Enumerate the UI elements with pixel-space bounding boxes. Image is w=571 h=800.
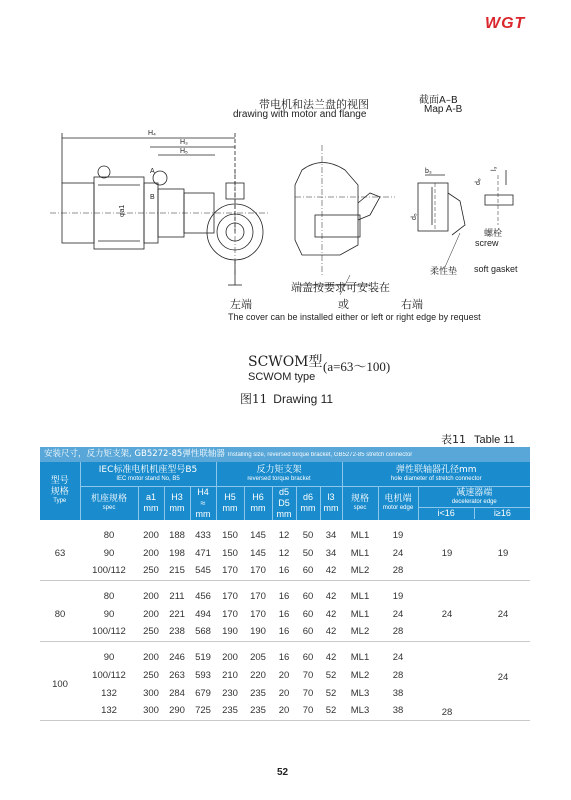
table-banner-cn: 安装尺寸，反力矩支架, GB5272-85弹性联轴器: [44, 449, 225, 459]
header-d5-unit: mm: [276, 508, 292, 519]
cell-h5: 235: [216, 703, 244, 721]
header-h5-unit: mm: [222, 503, 238, 513]
cell-h4: 494: [195, 609, 211, 620]
cell-motor-edge: 19: [392, 591, 404, 603]
cell-d6: 70: [302, 688, 314, 699]
dim-label-h3: H₃: [180, 139, 188, 146]
table-label-cn: 表11: [441, 433, 466, 446]
cell-conn-spec: ML2: [342, 624, 378, 642]
header-h4-unit: mm: [195, 508, 211, 519]
cell-a1: 250: [138, 563, 164, 581]
cell-ge16: 24: [476, 581, 530, 642]
cell-l3: 42: [320, 563, 342, 581]
header-h5: [216, 486, 244, 520]
cell-h5: 170: [216, 563, 244, 581]
cell-a1: 200: [143, 591, 159, 603]
cell-conn-spec: ML3: [350, 688, 370, 699]
header-group-bracket-en: reversed torque bracket: [247, 475, 311, 482]
cell-spec: 90: [103, 609, 115, 620]
cell-motor-edge: 19: [392, 530, 404, 541]
header-decelerator-edge: [418, 486, 530, 520]
cell-h4: 679: [195, 688, 211, 699]
cell-a1: 200: [143, 548, 159, 559]
header-h4: [190, 486, 216, 520]
section-caption-cn: 截面A–B: [419, 95, 458, 106]
cell-h5: 170: [222, 591, 238, 603]
cell-spec: 100/112: [92, 670, 126, 681]
header-motor-edge-en: motor edge: [382, 505, 414, 511]
header-dec-edge-en: decelerator edge: [451, 498, 497, 505]
header-type-en: Type: [53, 498, 67, 505]
header-type: [40, 462, 80, 520]
cell-d6: 50: [302, 548, 314, 559]
cell-d6: 70: [302, 670, 314, 681]
header-d6-unit: mm: [300, 503, 316, 513]
cell-motor-edge: 38: [392, 688, 404, 699]
cell-d6: 70: [296, 703, 320, 721]
cell-conn-spec: ML1: [350, 652, 370, 664]
table-label-en: Table 11: [474, 434, 515, 446]
header-group-bracket-cn: 反力矩支架: [256, 464, 302, 475]
brand-logo: [485, 13, 541, 31]
motor-eyebolt: [98, 166, 110, 178]
dim-label-a: A: [150, 168, 155, 175]
dim-label-h4: H₄: [148, 130, 156, 137]
cell-motor-edge: 24: [392, 609, 404, 620]
cell-d5: 20: [278, 670, 290, 681]
cell-motor-edge: 24: [392, 652, 404, 664]
header-d5: [272, 486, 296, 520]
cell-spec: 80: [103, 591, 115, 603]
header-group-connector: [342, 462, 530, 486]
dim-label-b: B: [150, 194, 155, 201]
cell-h4: 433: [195, 530, 211, 541]
header-motor-edge-cn: 电机端: [384, 494, 412, 504]
cell-l3: 42: [325, 609, 337, 620]
cell-h3: 238: [164, 624, 190, 642]
cell-a1: 300: [138, 703, 164, 721]
header-h4-label: H4: [197, 486, 209, 497]
header-h6-unit: mm: [250, 503, 266, 513]
header-group-connector-en: hole diameter of stretch connector: [390, 475, 482, 482]
dim-label-phi-a1: φa1: [119, 204, 126, 217]
cell-d6: 60: [302, 609, 314, 620]
cell-l3: 52: [320, 703, 342, 721]
header-type-cn: 型号规格: [50, 476, 69, 498]
section-caption-en: Map A-B: [424, 104, 463, 115]
cell-d5: 16: [278, 591, 290, 603]
header-a1-unit: mm: [143, 503, 159, 513]
cell-a1: 300: [143, 688, 159, 699]
cell-type: 80: [40, 581, 80, 642]
header-l3-unit: mm: [323, 503, 339, 513]
cell-a1: 250: [143, 670, 159, 681]
header-spec-cn: 机座规格: [90, 494, 127, 504]
header-dec-edge-cn: 减速器端: [456, 487, 493, 498]
header-motor-edge: [378, 486, 418, 520]
cover-note-cn: 端盖按要求可安装在: [291, 281, 390, 294]
cell-spec: 80: [103, 530, 115, 541]
header-conn-spec: [342, 486, 378, 520]
header-group-motor-cn: IEC标准电机机座型号B5: [98, 464, 198, 475]
header-group-bracket: [216, 462, 342, 486]
cell-h4: 545: [190, 563, 216, 581]
cell-motor-edge: 28: [378, 624, 418, 642]
cell-motor-edge: 38: [378, 703, 418, 721]
dim-label-l3: l₃: [491, 166, 498, 171]
cover-right-label: 右端: [401, 298, 423, 311]
cell-h3: 211: [169, 591, 185, 603]
cell-l3: 42: [325, 652, 337, 664]
side-view-housing: [295, 163, 358, 256]
cell-conn-spec: ML1: [350, 591, 370, 603]
header-conn-spec-cn: 规格: [350, 494, 369, 504]
header-group-connector-cn: 弹性联轴器孔径mm: [395, 464, 477, 475]
header-ratio-row: [419, 507, 531, 519]
cell-h3: 263: [169, 670, 185, 681]
cell-d5: 20: [278, 688, 290, 699]
cell-h3: 221: [169, 609, 185, 620]
header-h3: [164, 486, 190, 520]
drawing-title-cn: 图11: [240, 392, 268, 406]
cell-d5: 12: [278, 548, 290, 559]
header-h3-unit: mm: [169, 503, 185, 513]
cell-type: 100: [40, 642, 80, 721]
section-detail: [418, 183, 448, 231]
cell-h5: 200: [222, 652, 238, 664]
header-d5-label: d5: [278, 486, 289, 497]
header-D5-label: D5: [278, 497, 290, 508]
header-group-motor-en: IEC motor stand No, B5: [116, 475, 180, 482]
cell-h6: 235: [244, 703, 272, 721]
drawing-caption-en: drawing with motor and flange: [233, 109, 367, 120]
header-conn-spec-en: spec: [353, 505, 367, 511]
type-title-cn: SCWOM型: [248, 354, 323, 370]
cell-d5: 16: [278, 652, 290, 664]
cover-left-label: 左端: [230, 298, 252, 311]
cell-h3: 246: [169, 652, 185, 664]
cell-h6: 190: [244, 624, 272, 642]
cell-spec: 90: [103, 548, 115, 559]
cell-h6: 205: [250, 652, 266, 664]
cell-spec: 132: [101, 688, 117, 699]
header-a1: [138, 486, 164, 520]
table-row: [40, 520, 530, 545]
cell-d5: 16: [272, 563, 296, 581]
cell-h3: 290: [164, 703, 190, 721]
table-banner: [40, 447, 530, 462]
type-title-en: SCWOM type: [248, 371, 316, 383]
cell-a1: 200: [143, 530, 159, 541]
header-lt16: i<16: [419, 508, 475, 519]
table-row: [40, 642, 530, 667]
header-d6-label: d6: [302, 492, 313, 502]
cell-motor-edge: 28: [378, 563, 418, 581]
cell-h6: 235: [250, 688, 266, 699]
header-h3-label: H3: [171, 492, 183, 502]
cell-h6: 170: [250, 609, 266, 620]
cell-h3: 284: [169, 688, 185, 699]
header-spec-en: spec: [102, 505, 116, 511]
cell-conn-spec: ML1: [350, 548, 370, 559]
cell-h3: 215: [164, 563, 190, 581]
dim-label-d6: d₆: [475, 178, 482, 185]
drawing-title: [240, 390, 333, 407]
header-d6: [296, 486, 320, 520]
cell-conn-spec: ML3: [342, 703, 378, 721]
dim-label-b3: b₃: [425, 168, 432, 175]
header-h6: [244, 486, 272, 520]
cell-d5: 16: [272, 624, 296, 642]
cell-spec: 132: [80, 703, 138, 721]
header-group-motor: [80, 462, 216, 486]
cell-spec: 100/112: [80, 563, 138, 581]
brand-logo-text: WGT: [485, 15, 526, 32]
cell-ge16: 24: [476, 642, 530, 721]
cell-l3: 42: [325, 591, 337, 603]
cell-h4: 593: [195, 670, 211, 681]
cell-h5: 190: [216, 624, 244, 642]
table-label: [441, 431, 515, 447]
cover-note-en: The cover can be installed either or left or right edge by request: [228, 312, 481, 322]
cell-h5: 170: [222, 609, 238, 620]
cell-a1: 200: [143, 609, 159, 620]
cell-ge16: 19: [476, 520, 530, 581]
cell-h4: 456: [195, 591, 211, 603]
cell-h4: 519: [195, 652, 211, 664]
dim-label-d5: d₅: [411, 213, 418, 220]
header-a1-label: a1: [145, 492, 156, 502]
cell-a1: 250: [138, 624, 164, 642]
header-ge16: i≥16: [493, 507, 511, 518]
drawing-title-en: Drawing 11: [273, 392, 334, 406]
cell-h3: 198: [169, 548, 185, 559]
cell-h6: 220: [250, 670, 266, 681]
drawing-caption-cn: 带电机和法兰盘的视图: [259, 98, 369, 111]
cell-h3: 188: [169, 530, 185, 541]
table-body: [40, 520, 530, 721]
header-l3: [320, 486, 342, 520]
cell-d5: 20: [272, 703, 296, 721]
header-h4-sym: ≈: [200, 497, 206, 508]
cell-l3: 34: [325, 530, 337, 541]
cell-l3: 34: [325, 548, 337, 559]
cell-lt16: 28: [418, 642, 476, 721]
header-spec: [80, 486, 138, 520]
cell-h6: 170: [250, 591, 266, 603]
cell-h6: 170: [244, 563, 272, 581]
cell-conn-spec: ML1: [350, 609, 370, 620]
page-number: 52: [277, 767, 289, 778]
cell-motor-edge: 28: [392, 670, 404, 681]
table-banner-en: Installing size, reversed torque bracket, GB5272-85 stretch connector: [227, 452, 413, 458]
cell-d6: 60: [302, 591, 314, 603]
cell-conn-spec: ML2: [350, 670, 370, 681]
cell-motor-edge: 24: [392, 548, 404, 559]
cell-d6: 60: [296, 563, 320, 581]
spec-table: [40, 447, 530, 721]
header-l3-label: l3: [327, 492, 335, 502]
type-range: (a=63～100): [323, 359, 391, 374]
cell-h5: 150: [222, 548, 238, 559]
cell-d6: 60: [302, 652, 314, 664]
cell-l3: 42: [320, 624, 342, 642]
cell-d6: 60: [296, 624, 320, 642]
cover-or-label: 或: [338, 298, 349, 311]
cell-h6: 145: [250, 548, 266, 559]
cell-h5: 230: [222, 688, 238, 699]
cell-conn-spec: ML2: [342, 563, 378, 581]
cell-a1: 200: [143, 652, 159, 664]
type-title: [248, 351, 323, 383]
cell-d6: 50: [302, 530, 314, 541]
header-h6-label: H6: [252, 492, 264, 502]
gasket-label-en: soft gasket: [474, 264, 518, 274]
cell-h6: 145: [250, 530, 266, 541]
cell-h4: 471: [195, 548, 211, 559]
cell-d5: 12: [278, 530, 290, 541]
screw-label-en: screw: [475, 238, 499, 248]
gasket-label-cn: 柔性垫: [430, 267, 458, 277]
header-h5-label: H5: [224, 492, 236, 502]
cell-lt16: 19: [418, 520, 476, 581]
cell-conn-spec: ML1: [350, 530, 370, 541]
cell-lt16: 24: [418, 581, 476, 642]
screw-label-cn: 螺栓: [484, 229, 503, 239]
dim-label-h5: H₅: [180, 148, 188, 155]
cell-spec: 100/112: [80, 624, 138, 642]
cell-d5: 16: [278, 609, 290, 620]
cell-h4: 568: [190, 624, 216, 642]
cell-l3: 52: [325, 670, 337, 681]
cell-h5: 150: [222, 530, 238, 541]
screw-detail: [485, 195, 513, 205]
cell-spec: 90: [103, 652, 115, 664]
cell-l3: 52: [325, 688, 337, 699]
cell-h4: 725: [190, 703, 216, 721]
table-row: [40, 581, 530, 606]
cell-type: 63: [40, 520, 80, 581]
cell-h5: 210: [222, 670, 238, 681]
